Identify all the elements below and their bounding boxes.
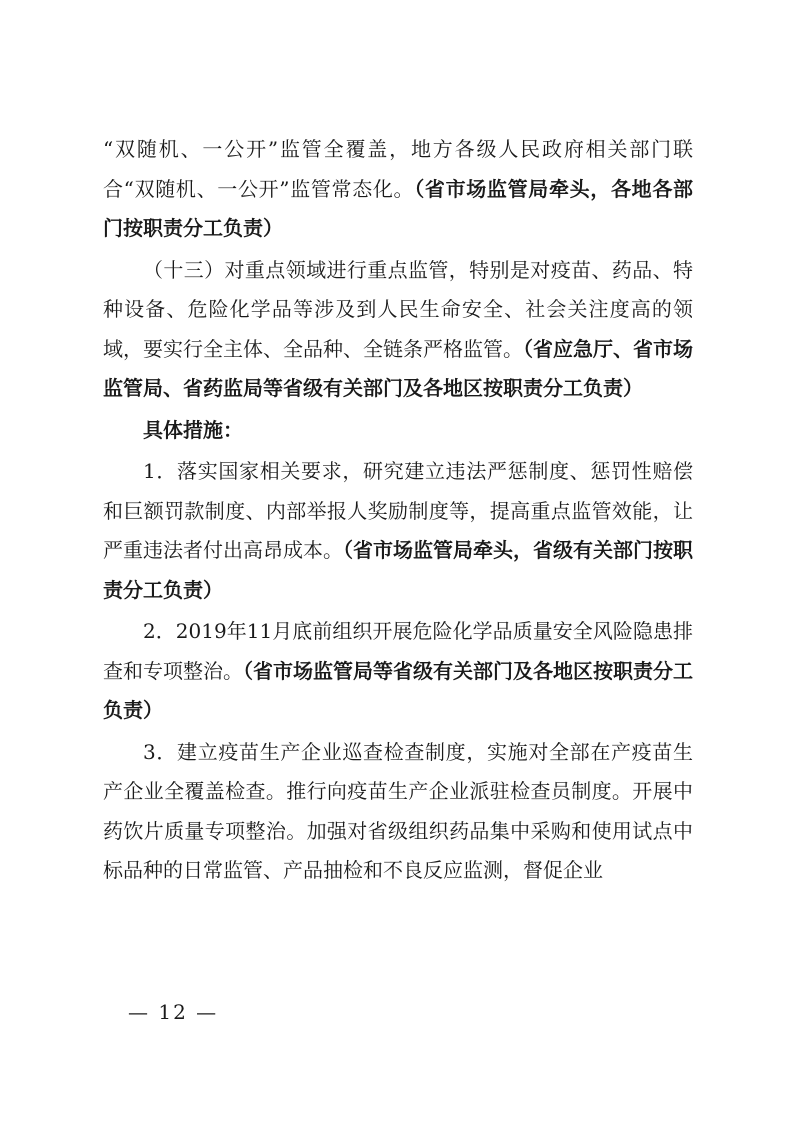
paragraph-measure-3 [103,733,693,891]
paragraph-measure-1 [103,452,693,610]
paragraph-2 [103,251,693,409]
paragraph-1 [103,130,693,249]
measure-1-text: 1．落实国家相关要求，研究建立违法严惩制度、惩罚性赔偿和巨额罚款制度、内部举报人奖励制度等，提高重点监管效能，让严重违法者付出高昂成本。 [103,459,693,562]
paragraph-2-text: （十三）对重点领域进行重点监管，特别是对疫苗、药品、特种设备、危险化学品等涉及到人民生命安全、社会关注度高的领域，要实行全主体、全品种、全链条严格监管。 [103,257,693,361]
measures-heading-paragraph [103,411,693,451]
measure-3-text: 3．建立疫苗生产企业巡查检查制度，实施对全部在产疫苗生产企业全覆盖检查。推行向疫苗生产企业派驻检查员制度。开展中药饮片质量专项整治。加强对省级组织药品集中采购和使用试点中标品种的日常监管、产品抽检和不良反应监测，督促企业 [103,739,693,882]
measures-heading: 具体措施： [143,417,243,442]
measure-2-responsibility: （省市场监管局等省级有关部门及各地区按职责分工负责） [103,658,693,722]
measure-2-text: 2．2019年11月底前组织开展危险化学品质量安全风险隐患排查和专项整治。 [103,619,693,683]
paragraph-2-responsibility: （省应急厅、省市场监管局、省药监局等省级有关部门及各地区按职责分工负责） [103,336,693,400]
paragraph-1-responsibility: （省市场监管局牵头，各地各部门按职责分工负责） [103,176,693,240]
page-number-footer: — 12 — [128,1000,219,1024]
paragraph-1-text: “双随机、一公开”监管全覆盖，地方各级人民政府相关部门联合“双随机、一公开”监管常态化。 [103,137,693,201]
measure-1-responsibility: （省市场监管局牵头，省级有关部门按职责分工负责） [103,538,693,602]
document-page [103,130,693,891]
paragraph-measure-2 [103,612,693,731]
